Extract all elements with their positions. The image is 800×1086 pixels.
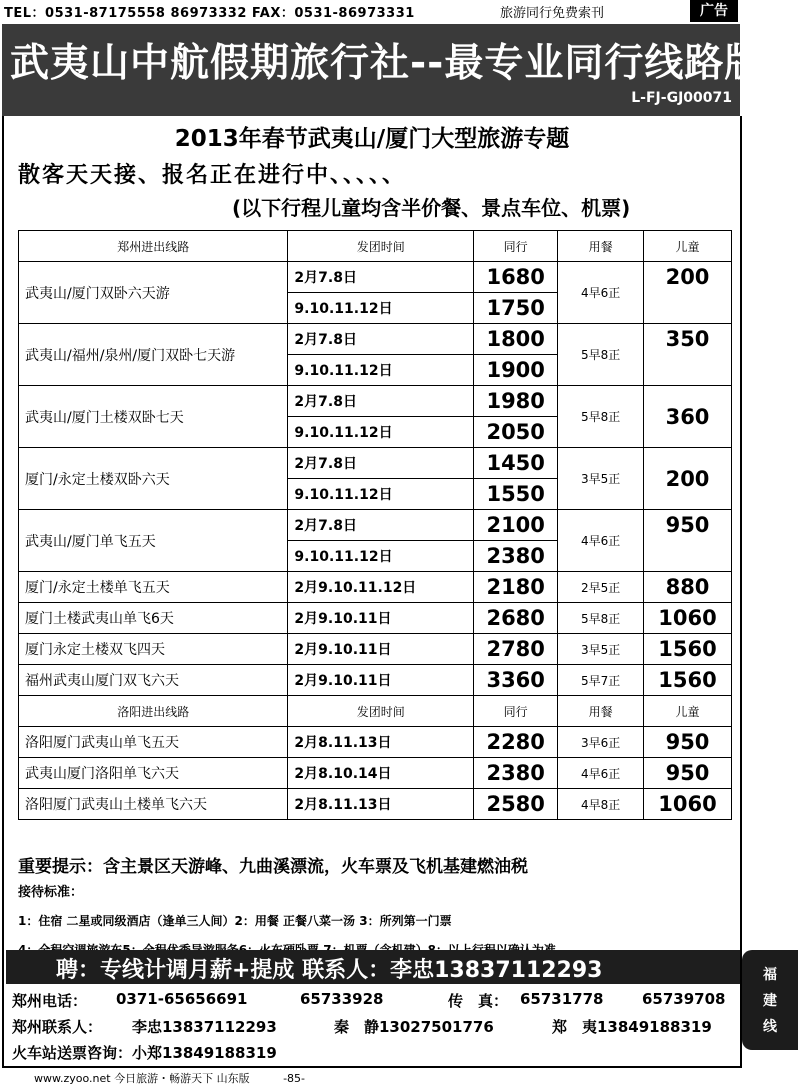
meals: 2早5正: [558, 572, 644, 603]
tagline: 散客天天接、报名正在进行中、、、、、: [18, 163, 407, 188]
person-label: 郑州联系人：: [12, 1018, 103, 1036]
phone-number: 65733928: [300, 990, 384, 1008]
route-name: 洛阳厦门武夷山土楼单飞六天: [19, 789, 288, 820]
table-row: [19, 262, 732, 293]
person-row: [12, 1016, 738, 1042]
meals: 5早7正: [558, 665, 644, 696]
meals: 5早8正: [558, 386, 644, 448]
departure-date: 2月9.10.11日: [288, 634, 474, 665]
departure-date: 9.10.11.12日: [288, 541, 474, 572]
license-code: L-FJ-GJ00071: [631, 90, 732, 106]
departure-date: 2月8.10.14日: [288, 758, 474, 789]
meals: 5早8正: [558, 324, 644, 386]
page-number: -85-: [283, 1072, 306, 1085]
departure-date: 9.10.11.12日: [288, 293, 474, 324]
departure-date: 2月9.10.11日: [288, 603, 474, 634]
standard-title: 接待标准：: [18, 885, 84, 900]
station-row: [12, 1042, 738, 1068]
departure-date: 2月7.8日: [288, 386, 474, 417]
trade-price: 3360: [474, 665, 558, 696]
departure-date: 9.10.11.12日: [288, 355, 474, 386]
table-row: [19, 572, 732, 603]
trade-price: 2280: [474, 727, 558, 758]
children-note: (以下行程儿童均含半价餐、景点车位、机票): [232, 196, 631, 220]
trade-price: 1750: [474, 293, 558, 324]
free-index-note: 旅游同行免费索刊: [500, 6, 605, 21]
header-banner: [2, 24, 765, 116]
departure-date: 2月7.8日: [288, 262, 474, 293]
table-row: [19, 386, 732, 417]
trade-price: 2580: [474, 789, 558, 820]
table-row: [19, 448, 732, 479]
trade-price: 1450: [474, 448, 558, 479]
contacts-section: [12, 990, 738, 1068]
column-header: 发团时间: [288, 231, 474, 262]
phone-label: 郑州电话：: [12, 992, 88, 1010]
top-contact-text: TEL：0531-87175558 86973332 FAX：0531-86973331: [4, 6, 415, 21]
fax-number: 65739708: [642, 990, 726, 1008]
main-content: [2, 116, 742, 1068]
meals: 4早8正: [558, 789, 644, 820]
table-row: [19, 789, 732, 820]
child-price: 1060: [644, 603, 732, 634]
trade-price: 1680: [474, 262, 558, 293]
trade-price: 2380: [474, 758, 558, 789]
trade-price: 1980: [474, 386, 558, 417]
top-contact-bar: [0, 0, 740, 22]
recruit-text: 聘：专线计调月薪+提成 联系人：李忠13837112293: [56, 958, 603, 983]
table-header-row: [19, 231, 732, 262]
column-header: 同行: [474, 231, 558, 262]
footer-site: www.zyoo.net 今日旅游・畅游天下 山东版: [34, 1072, 250, 1085]
recruit-banner: [6, 950, 740, 984]
meals: 3早5正: [558, 634, 644, 665]
column-header: 用餐: [558, 696, 644, 727]
phone-row: [12, 990, 738, 1016]
table-header-row: [19, 696, 732, 727]
departure-date: 2月8.11.13日: [288, 789, 474, 820]
trade-price: 2050: [474, 417, 558, 448]
trade-price: 2680: [474, 603, 558, 634]
child-price: 950: [644, 510, 732, 572]
trade-price: 1550: [474, 479, 558, 510]
meals: 4早6正: [558, 758, 644, 789]
meals: 4早6正: [558, 262, 644, 324]
departure-date: 9.10.11.12日: [288, 479, 474, 510]
column-header: 发团时间: [288, 696, 474, 727]
child-price: 350: [644, 324, 732, 386]
trade-price: 2100: [474, 510, 558, 541]
column-header: 同行: [474, 696, 558, 727]
region-side-tab: [742, 950, 798, 1050]
fax-number: 65731778: [520, 990, 604, 1008]
contact-person: 李忠13837112293: [132, 1018, 277, 1036]
column-header: 郑州进出线路: [19, 231, 288, 262]
route-name: 武夷山厦门洛阳单飞六天: [19, 758, 288, 789]
column-header: 洛阳进出线路: [19, 696, 288, 727]
route-name: 厦门永定土楼双飞四天: [19, 634, 288, 665]
table-row: [19, 634, 732, 665]
subtitle: 2013年春节武夷山/厦门大型旅游专题: [174, 126, 570, 152]
trade-price: 2780: [474, 634, 558, 665]
side-tab-char: 福: [763, 967, 777, 983]
column-header: 用餐: [558, 231, 644, 262]
departure-date: 2月9.10.11日: [288, 665, 474, 696]
notes-section: [18, 852, 732, 958]
child-price: 950: [644, 758, 732, 789]
route-name: 厦门土楼武夷山单飞6天: [19, 603, 288, 634]
departure-date: 2月8.11.13日: [288, 727, 474, 758]
phone-number: 0371-65656691: [116, 990, 248, 1008]
route-name: 洛阳厦门武夷山单飞五天: [19, 727, 288, 758]
meals: 3早6正: [558, 727, 644, 758]
departure-date: 2月7.8日: [288, 510, 474, 541]
trade-price: 1900: [474, 355, 558, 386]
column-header: 儿童: [644, 696, 732, 727]
standard-line-1: 1：住宿 二星或同级酒店（逢单三人间）2：用餐 正餐八菜一汤 3：所列第一门票: [18, 914, 452, 928]
child-price: 200: [644, 448, 732, 510]
child-price: 950: [644, 727, 732, 758]
trade-price: 2380: [474, 541, 558, 572]
table-row: [19, 665, 732, 696]
route-name: 武夷山/厦门单飞五天: [19, 510, 288, 572]
route-name: 厦门/永定土楼单飞五天: [19, 572, 288, 603]
meals: 4早6正: [558, 510, 644, 572]
page-title: 武夷山中航假期旅行社--最专业同行线路版: [10, 41, 765, 86]
departure-date: 2月7.8日: [288, 324, 474, 355]
route-name: 厦门/永定土楼双卧六天: [19, 448, 288, 510]
station-contact: 火车站送票咨询：小郑13849188319: [12, 1044, 277, 1062]
departure-date: 9.10.11.12日: [288, 417, 474, 448]
child-price: 200: [644, 262, 732, 324]
column-header: 儿童: [644, 231, 732, 262]
trade-price: 2180: [474, 572, 558, 603]
table-row: [19, 324, 732, 355]
table-row: [19, 758, 732, 789]
table-row: [19, 510, 732, 541]
trade-price: 1800: [474, 324, 558, 355]
child-price: 1560: [644, 634, 732, 665]
fax-label: 传 真：: [448, 992, 509, 1010]
route-name: 武夷山/厦门双卧六天游: [19, 262, 288, 324]
departure-date: 2月7.8日: [288, 448, 474, 479]
side-tab-char: 线: [763, 1019, 777, 1035]
meals: 5早8正: [558, 603, 644, 634]
side-tab-char: 建: [763, 993, 777, 1009]
child-price: 880: [644, 572, 732, 603]
route-name: 福州武夷山厦门双飞六天: [19, 665, 288, 696]
table-row: [19, 603, 732, 634]
contact-person: 郑 夷13849188319: [552, 1018, 712, 1036]
footer: [34, 1070, 305, 1086]
meals: 3早5正: [558, 448, 644, 510]
route-name: 武夷山/福州/泉州/厦门双卧七天游: [19, 324, 288, 386]
child-price: 360: [644, 386, 732, 448]
child-price: 1060: [644, 789, 732, 820]
table-row: [19, 727, 732, 758]
contact-person: 秦 静13027501776: [334, 1018, 494, 1036]
departure-date: 2月9.10.11.12日: [288, 572, 474, 603]
child-price: 1560: [644, 665, 732, 696]
route-name: 武夷山/厦门土楼双卧七天: [19, 386, 288, 448]
routes-table: [18, 230, 732, 820]
important-note: 重要提示：含主景区天游峰、九曲溪漂流，火车票及飞机基建燃油税: [18, 857, 528, 877]
ad-tag: 广告: [690, 0, 738, 22]
